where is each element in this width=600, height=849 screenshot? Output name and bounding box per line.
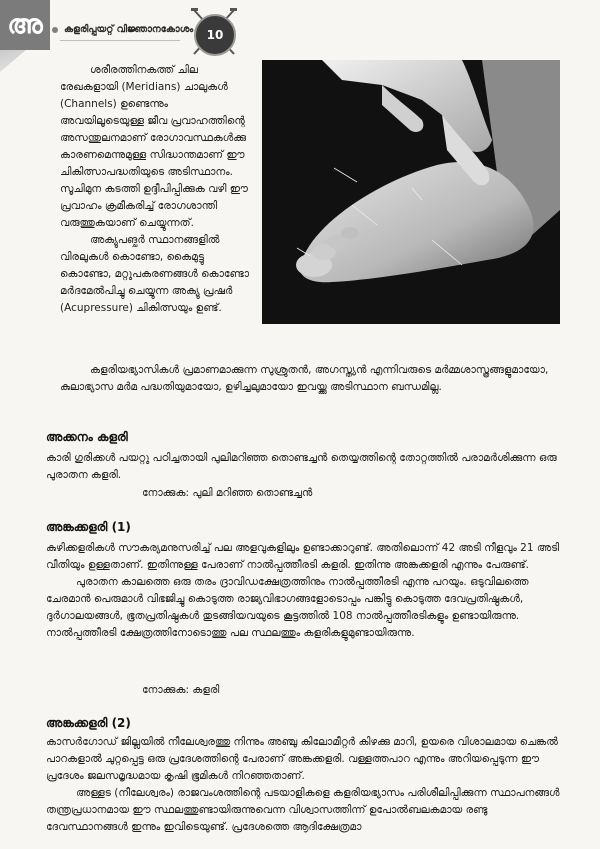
intro-paragraph-2: അക്യുപങ്ചർ സ്ഥാനങ്ങളിൽ വിരലുകൾ കൊണ്ടോ, കൈമുട്ടു കൊണ്ടോ, മറ്റുപകരണങ്ങൾ കൊണ്ടോ മർദമേൽപിച്ചു ചെയ്യുന്ന അക്യു പ്രഷർ (Acupressure) ചികിത്സയും ഉണ്ട്. [60, 234, 250, 314]
entry-heading: അക്കനം കളരി [46, 430, 128, 444]
entry-paragraph: കാസർഗോഡ് ജില്ലയിൽ നീലേശ്വരത്തു നിന്നും അഞ്ചു കിലോമീറ്റർ കിഴക്കു മാറി, ഉയരെ വിശാലമായ ചെങ്കൽ പാറകളാൽ ചുറ്റപ്പെട്ട ഒരു പ്രദേശത്തിന്റെ പേരാണ് അങ്കക്കളരി. വള്ളത്തപാറ എന്നും അറിയപ്പെടുന്ന ഈ പ്രദേശം ജലസമൃദ്ധമായ കൃഷി ഭൂമികൾ നിറഞ്ഞതാണ്. [46, 736, 558, 782]
see-also-reference: നോക്കുക: പുലി മറിഞ്ഞ തൊണ്ടച്ചൻ [142, 487, 313, 499]
see-also-reference: നോക്കുക: കളരി [142, 684, 220, 696]
tab-fold [0, 50, 26, 72]
header-rule [60, 40, 180, 41]
running-title: കളരിപ്പയറ്റ് വിജ്ഞാനകോശം [64, 24, 194, 35]
intro-paragraph-1: ശരീരത്തിനകത്ത് ചില രേഖകളായി (Meridians) ചാലുകൾ (Channels) ഉണ്ടെന്നും അവയിലൂടെയുള്ള ജീവ പ്രവാഹത്തിന്റെ അസന്തുലനമാണ് രോഗാവസ്ഥകൾക്കു കാരണമെന്നുമുള്ള സിദ്ധാന്തമാണ് ഈ ചികിത്സാപദ്ധതിയുടെ അടിസ്ഥാനം. സൂചിമുന കടത്തി ഉദ്ദീപിപ്പിക്കുക വഴി ഈ പ്രവാഹം ക്രമീകരിച്ച് രോഗശാന്തി വരുത്തുകയാണ് ചെയ്യുന്നത്. [60, 64, 248, 229]
entry-heading: അങ്കക്കളരി (1) [46, 520, 131, 534]
entry-body [46, 540, 566, 642]
entry-heading: അങ്കക്കളരി (2) [46, 716, 131, 730]
page-badge [190, 8, 238, 56]
intro-paragraph-3: കളരിയഭ്യാസികൾ പ്രമാണമാക്കുന്ന സുശ്രുതൻ, അഗസ്ത്യൻ എന്നിവരുടെ മർമ്മശാസ്ത്രങ്ങളുമായോ, കുലാഭ്യാസ മർമ പദ്ധതിയുമായോ, ഉഴിച്ചലുമായോ ഇവയ്ക്കു അടിസ്ഥാന ബന്ധമില്ല. [60, 364, 549, 393]
entry-paragraph: കുഴിക്കളരികൾ സൗകര്യമനുസരിച്ച് പല അളവുകളിലും ഉണ്ടാക്കാറുണ്ട്. അതിലൊന്ന് 42 അടി നീളവും 21 അടി വീതിയും ഉള്ളതാണ്. ഇതിന്നുള്ള പേരാണ് നാൽപ്പത്തീരടി കളരി. ഇതിന്നു അങ്കക്കളരി എന്നും പേരുണ്ട്. [46, 542, 560, 571]
entry-body [46, 734, 566, 836]
intro-full-width [60, 362, 566, 396]
bullet-dot-icon [52, 27, 58, 33]
running-head [52, 24, 193, 35]
entry-paragraph: കാരി ഗുരിക്കൾ പയറ്റു പഠിച്ചതായി പുലിമറിഞ്ഞ തൊണ്ടച്ചൻ തെയ്യത്തിന്റെ തോറ്റത്തിൽ പരാമർശിക്കുന്ന ഒരു പുരാതന കളരി. [46, 452, 557, 481]
entry-paragraph: അള്ളട (നീലേശ്വരം) രാജവംശത്തിന്റെ പടയാളികളെ കളരിയഭ്യാസം പരിശീലിപ്പിക്കുന്ന സ്ഥാപനങ്ങൾ തന്ത്രപ്രധാനമായ ഈ സ്ഥലത്തുണ്ടായിരുന്നുവെന്ന വിശ്വാസത്തിന്ന് ഉപോൽബലകമായ രണ്ടു ദേവസ്ഥാനങ്ങൾ ഇന്നും ഇവിടെയുണ്ട്. പ്രദേശത്തെ ആദിക്ഷേത്രമാ [46, 787, 560, 833]
section-letter-tab: അ [0, 0, 50, 50]
page-number: 10 [194, 14, 236, 56]
entry-body [46, 450, 566, 484]
entry-paragraph: പുരാതന കാലത്തെ ഒരു തരം ദ്രാവിഡക്ഷേത്രത്തിനും നാൽപ്പത്തീരടി എന്നു പറയും. ഒടുവിലത്തെ ചേരമാൻ പെരുമാൾ വിഭജിച്ചു കൊടുത്ത രാജ്യവിഭാഗങ്ങളോടൊപ്പം പങ്കിട്ടു കൊടുത്ത ദേവപ്രതിഷ്ഠകൾ, ദുർഗാലയങ്ങൾ, ഭൂതപ്രതിഷ്ഠകൾ തുടങ്ങിയവയുടെ കൂട്ടത്തിൽ 108 നാൽപ്പത്തീരടികളും ഉണ്ടായിരുന്നു. നാൽപ്പത്തീരടി ക്ഷേത്രത്തിനോടൊത്തു പല സ്ഥലത്തും കളരികളുമുണ്ടായിരുന്നു. [46, 576, 529, 639]
acupuncture-foot-photo [262, 60, 560, 324]
intro-column [60, 62, 254, 317]
